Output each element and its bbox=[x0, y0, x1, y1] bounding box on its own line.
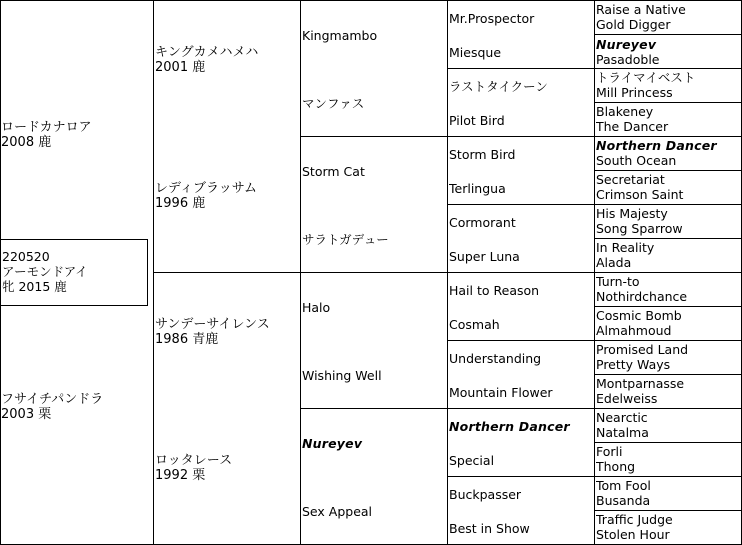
gen4-horse-10 bbox=[449, 317, 593, 332]
gen5-pair-7 bbox=[596, 206, 741, 236]
gen5-sire: Blakeney bbox=[596, 104, 654, 119]
gen4-horse-1 bbox=[449, 11, 593, 26]
gen3-name: Kingmambo bbox=[302, 28, 378, 43]
gen5-sire: トライマイベスト bbox=[596, 70, 696, 85]
gen3-horse-6 bbox=[302, 368, 446, 383]
gen3-name: マンファス bbox=[302, 96, 365, 111]
gen5-sire: Montparnasse bbox=[596, 376, 685, 391]
grid-line-gen5-6 bbox=[594, 374, 742, 375]
grid-line-gen5-4 bbox=[594, 238, 742, 239]
gen4-horse-15 bbox=[449, 487, 593, 502]
gen2-horse-2 bbox=[155, 181, 299, 211]
gen3-horse-1 bbox=[302, 28, 446, 43]
gen2-horse-1 bbox=[155, 45, 299, 75]
grid-line-gen3-top bbox=[300, 136, 742, 137]
gen3-name: Wishing Well bbox=[302, 368, 382, 383]
gen2-name: レディブラッサム bbox=[155, 181, 258, 196]
gen4-name: Northern Dancer bbox=[449, 419, 570, 434]
gen4-name: Hail to Reason bbox=[449, 283, 540, 298]
gen5-pair-4 bbox=[596, 104, 741, 134]
gen1-dam-info: 2003 栗 bbox=[1, 407, 52, 422]
subject-name: アーモンドアイ bbox=[2, 264, 88, 279]
grid-line-gen4-4 bbox=[447, 476, 742, 477]
gen5-pair-16 bbox=[596, 512, 741, 542]
gen4-name: Mr.Prospector bbox=[449, 11, 535, 26]
gen3-horse-8 bbox=[302, 504, 446, 519]
gen5-pair-6 bbox=[596, 172, 741, 202]
grid-line-top-edge bbox=[0, 0, 742, 1]
gen2-horse-4 bbox=[155, 453, 299, 483]
gen2-name: サンデーサイレンス bbox=[155, 317, 270, 332]
gen4-name: Cormorant bbox=[449, 215, 516, 230]
gen4-name: Best in Show bbox=[449, 521, 530, 536]
gen2-info: 1992 栗 bbox=[155, 468, 206, 483]
grid-line-gen4-3 bbox=[447, 340, 742, 341]
grid-line-gen5-7 bbox=[594, 442, 742, 443]
gen4-name: Storm Bird bbox=[449, 147, 516, 162]
gen1-dam-name: フサイチパンドラ bbox=[1, 392, 104, 407]
gen4-name: Understanding bbox=[449, 351, 542, 366]
gen5-dam: Mill Princess bbox=[596, 85, 673, 100]
gen4-horse-8 bbox=[449, 249, 593, 264]
gen4-horse-9 bbox=[449, 283, 593, 298]
gen5-pair-14 bbox=[596, 444, 741, 474]
gen4-horse-5 bbox=[449, 147, 593, 162]
subject-info: 牝 2015 鹿 bbox=[2, 279, 67, 294]
gen5-pair-3 bbox=[596, 70, 741, 100]
gen3-horse-4 bbox=[302, 232, 446, 247]
gen5-sire: Secretariat bbox=[596, 172, 665, 187]
gen5-dam: Busanda bbox=[596, 493, 651, 508]
grid-line-gen5-1 bbox=[594, 34, 742, 35]
grid-line-gen5-3 bbox=[594, 170, 742, 171]
grid-line-gen5-5 bbox=[594, 306, 742, 307]
gen5-dam: Almahmoud bbox=[596, 323, 672, 338]
gen5-dam: The Dancer bbox=[596, 119, 669, 134]
gen5-dam: Thong bbox=[596, 459, 636, 474]
gen5-dam: South Ocean bbox=[596, 153, 677, 168]
gen5-sire: Raise a Native bbox=[596, 2, 686, 17]
gen4-name: Pilot Bird bbox=[449, 113, 505, 128]
gen3-name: Storm Cat bbox=[302, 164, 365, 179]
gen5-pair-1 bbox=[596, 2, 741, 32]
gen1-sire-info: 2008 鹿 bbox=[1, 135, 52, 150]
gen5-sire: In Reality bbox=[596, 240, 655, 255]
gen3-name: Sex Appeal bbox=[302, 504, 373, 519]
gen5-dam: Alada bbox=[596, 255, 632, 270]
grid-line-gen4-1 bbox=[447, 68, 742, 69]
gen4-horse-11 bbox=[449, 351, 593, 366]
gen4-horse-14 bbox=[449, 453, 593, 468]
gen3-name: サラトガデュー bbox=[302, 232, 389, 247]
gen4-name: Mountain Flower bbox=[449, 385, 553, 400]
gen5-dam: Stolen Hour bbox=[596, 527, 670, 542]
gen5-dam: Natalma bbox=[596, 425, 649, 440]
gen5-pair-11 bbox=[596, 342, 741, 372]
gen3-horse-5 bbox=[302, 300, 446, 315]
gen5-sire: Turn-to bbox=[596, 274, 640, 289]
grid-line-gen5-2 bbox=[594, 102, 742, 103]
gen5-sire: Traffic Judge bbox=[596, 512, 673, 527]
gen4-name: Miesque bbox=[449, 45, 502, 60]
gen3-name: Nureyev bbox=[302, 436, 363, 451]
gen5-pair-12 bbox=[596, 376, 741, 406]
gen5-dam: Nothirdchance bbox=[596, 289, 688, 304]
gen4-name: ラストタイクーン bbox=[449, 79, 548, 94]
gen5-pair-9 bbox=[596, 274, 741, 304]
grid-line-gen3-bottom bbox=[300, 408, 742, 409]
gen5-pair-2 bbox=[596, 37, 741, 67]
gen1-dam bbox=[1, 392, 151, 422]
gen2-name: キングカメハメハ bbox=[155, 45, 259, 60]
gen4-horse-16 bbox=[449, 521, 593, 536]
gen5-sire: Forli bbox=[596, 444, 623, 459]
gen5-sire: His Majesty bbox=[596, 206, 668, 221]
gen4-name: Super Luna bbox=[449, 249, 520, 264]
gen2-info: 2001 鹿 bbox=[155, 60, 206, 75]
gen2-info: 1986 青鹿 bbox=[155, 332, 219, 347]
gen4-horse-7 bbox=[449, 215, 593, 230]
gen5-sire: Cosmic Bomb bbox=[596, 308, 682, 323]
gen3-horse-2 bbox=[302, 96, 446, 111]
gen5-pair-13 bbox=[596, 410, 741, 440]
gen3-horse-3 bbox=[302, 164, 446, 179]
grid-line-gen2-mid bbox=[153, 272, 742, 273]
gen1-sire bbox=[1, 120, 151, 150]
gen5-pair-15 bbox=[596, 478, 741, 508]
gen5-sire: Northern Dancer bbox=[596, 138, 717, 153]
grid-line-left-edge bbox=[0, 0, 1, 545]
gen2-info: 1996 鹿 bbox=[155, 196, 206, 211]
gen5-pair-8 bbox=[596, 240, 741, 270]
gen5-sire: Tom Fool bbox=[596, 478, 651, 493]
gen4-name: Special bbox=[449, 453, 495, 468]
gen4-horse-3 bbox=[449, 79, 593, 94]
subject-id: 220520 bbox=[2, 249, 50, 264]
gen4-name: Terlingua bbox=[449, 181, 506, 196]
gen3-name: Halo bbox=[302, 300, 331, 315]
grid-line-gen5-8 bbox=[594, 510, 742, 511]
gen4-horse-4 bbox=[449, 113, 593, 128]
gen5-dam: Crimson Saint bbox=[596, 187, 684, 202]
gen5-pair-10 bbox=[596, 308, 741, 338]
gen5-sire: Nureyev bbox=[596, 37, 657, 52]
gen5-dam: Edelweiss bbox=[596, 391, 658, 406]
grid-line-gen4-2 bbox=[447, 204, 742, 205]
gen5-pair-5 bbox=[596, 138, 741, 168]
gen1-sire-name: ロードカナロア bbox=[1, 120, 92, 135]
gen4-horse-6 bbox=[449, 181, 593, 196]
gen5-sire: Promised Land bbox=[596, 342, 689, 357]
subject-box bbox=[0, 239, 148, 306]
gen4-horse-13 bbox=[449, 419, 593, 434]
gen5-sire: Nearctic bbox=[596, 410, 648, 425]
gen5-dam: Song Sparrow bbox=[596, 221, 683, 236]
gen2-horse-3 bbox=[155, 317, 299, 347]
gen2-name: ロッタレース bbox=[155, 453, 233, 468]
gen4-name: Cosmah bbox=[449, 317, 500, 332]
gen5-dam: Pretty Ways bbox=[596, 357, 671, 372]
gen5-dam: Pasadoble bbox=[596, 52, 660, 67]
gen3-horse-7 bbox=[302, 436, 446, 451]
gen4-name: Buckpasser bbox=[449, 487, 522, 502]
gen4-horse-12 bbox=[449, 385, 593, 400]
gen4-horse-2 bbox=[449, 45, 593, 60]
gen5-dam: Gold Digger bbox=[596, 17, 671, 32]
